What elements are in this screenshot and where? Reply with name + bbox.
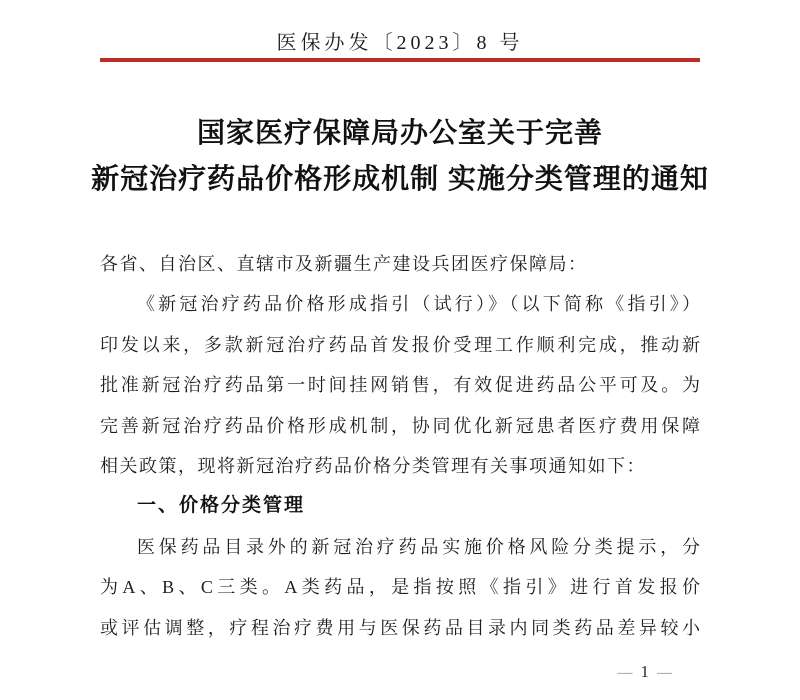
section-heading: 一、价格分类管理 [137, 495, 306, 517]
body-line: 批准新冠治疗药品第一时间挂网销售，有效促进药品公平可及。为 [100, 375, 700, 396]
salutation-line: 各省、自治区、直辖市及新疆生产建设兵团医疗保障局： [100, 254, 588, 274]
page-number-value: 1 [640, 662, 649, 681]
document-title [0, 110, 800, 202]
page-number-dash-right: — [657, 665, 672, 681]
body-line: 完善新冠治疗药品价格形成机制，协同优化新冠患者医疗费用保障 [100, 415, 700, 436]
page-number-dash-left: — [617, 665, 633, 681]
document-body [100, 244, 700, 648]
page-number [610, 660, 681, 685]
body-line: 或评估调整，疗程治疗费用与医保药品目录内同类药品差异较小 [100, 617, 700, 638]
body-line: 相关政策，现将新冠治疗药品价格分类管理有关事项通知如下： [100, 455, 646, 476]
title-line-1: 国家医疗保障局办公室关于完善 [196, 117, 603, 148]
title-line-2: 新冠治疗药品价格形成机制 实施分类管理的通知 [91, 163, 709, 194]
body-line: 印发以来，多款新冠治疗药品首发报价受理工作顺利完成，推动新 [100, 334, 700, 355]
body-line: 《新冠治疗药品价格形成指引（试行）》（以下简称《指引》） [137, 294, 700, 315]
doc-number: 医保办发〔2023〕8 号 [276, 32, 524, 54]
body-line: 医保药品目录外的新冠治疗药品实施价格风险分类提示，分 [137, 536, 700, 557]
body-line: 为A、B、C三类。A类药品，是指按照《指引》进行首发报价 [100, 577, 700, 598]
red-separator-line [100, 58, 700, 62]
